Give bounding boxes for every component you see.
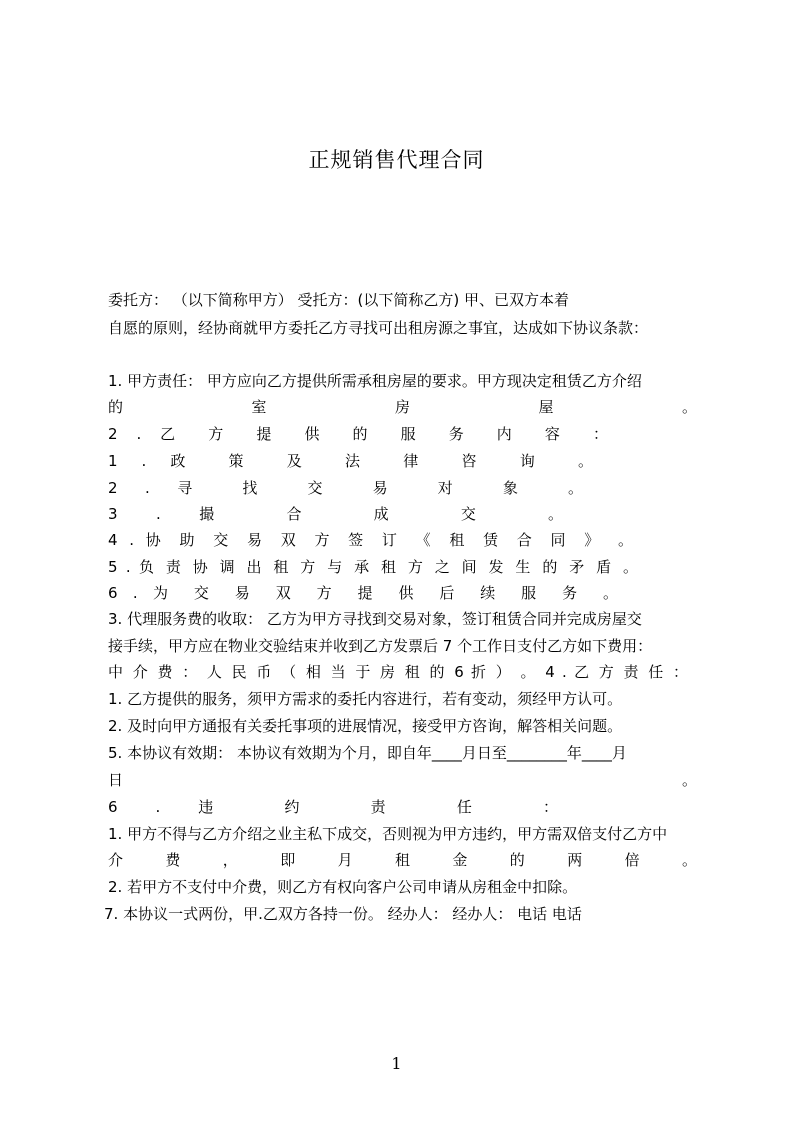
clause-3-line-1: 3. 代理服务费的收取： 乙方为甲方寻找到交易对象，签订租赁合同并完成房屋交 — [108, 610, 642, 628]
clause-1-line-1: 1. 甲方责任： 甲方应向乙方提供所需承租房屋的要求。甲方现决定租赁乙方介绍 — [108, 372, 642, 390]
clause-2-heading: 2 . 乙 方 提 供 的 服 务 内 容 ： — [108, 425, 608, 443]
clause-4-item-2: 2. 及时向甲方通报有关委托事项的进展情况，接受甲方咨询，解答相关问题。 — [108, 717, 623, 735]
service-item-6: 6 . 为 交 易 双 方 提 供 后 续 服 务 。 — [108, 584, 618, 602]
preamble-line-1: 委托方： （以下简称甲方） 受托方：(以下简称乙方) 甲、已双方本着 — [108, 291, 570, 309]
preamble-line-2: 自愿的原则，经协商就甲方委托乙方寻找可出租房源之事宜，达成如下协议条款： — [108, 319, 649, 337]
clause-7-line: 7. 本协议一式两份，甲.乙双方各持一份。 经办人： 经办人： 电话 电话 — [104, 905, 582, 923]
service-item-1: 1 . 政 策 及 法 律 咨 询 。 — [108, 452, 593, 470]
page-number: 1 — [391, 1054, 402, 1073]
service-item-2: 2 . 寻 找 交 易 对 象 。 — [108, 479, 583, 497]
clause-5-line-2: 日 。 — [108, 771, 697, 789]
clause-3-line-2: 接手续，甲方应在物业交验结束并收到乙方发票后 7 个工作日支付乙方如下费用： — [108, 637, 653, 655]
service-item-4: 4 . 协 助 交 易 双 方 签 订 《 租 赁 合 同 》 。 — [108, 531, 633, 549]
clause-5-line-1: 5. 本协议有效期： 本协议有效期为个月，即自年____月日至________年____月 — [108, 744, 627, 762]
document-title: 正规销售代理合同 — [308, 148, 485, 172]
clause-1-line-2: 的 室 房 屋 。 — [108, 398, 697, 416]
clause-3-line-3: 中 介 费 ： 人 民 币 （ 相 当 于 房 租 的 6 折 ） 。 4 . 乙 方 责 任 ： — [108, 663, 688, 681]
service-item-5: 5 . 负 责 协 调 出 租 方 与 承 租 方 之 间 发 生 的 矛 盾 。 — [108, 558, 638, 576]
clause-6-item-1-line-1: 1. 甲方不得与乙方介绍之业主私下成交，否则视为甲方违约，甲方需双倍支付乙方中 — [108, 825, 668, 843]
clause-6-item-1-line-2: 介 费 ， 即 月 租 金 的 两 倍 。 — [108, 851, 697, 869]
service-item-3: 3 . 撮 合 成 交 。 — [108, 505, 563, 523]
clause-4-item-1: 1. 乙方提供的服务，须甲方需求的委托内容进行，若有变动，须经甲方认可。 — [108, 690, 623, 708]
clause-6-heading: 6 . 违 约 责 任 ： — [108, 798, 558, 816]
clause-6-item-2: 2. 若甲方不支付中介费，则乙方有权向客户公司申请从房租金中扣除。 — [108, 878, 578, 896]
